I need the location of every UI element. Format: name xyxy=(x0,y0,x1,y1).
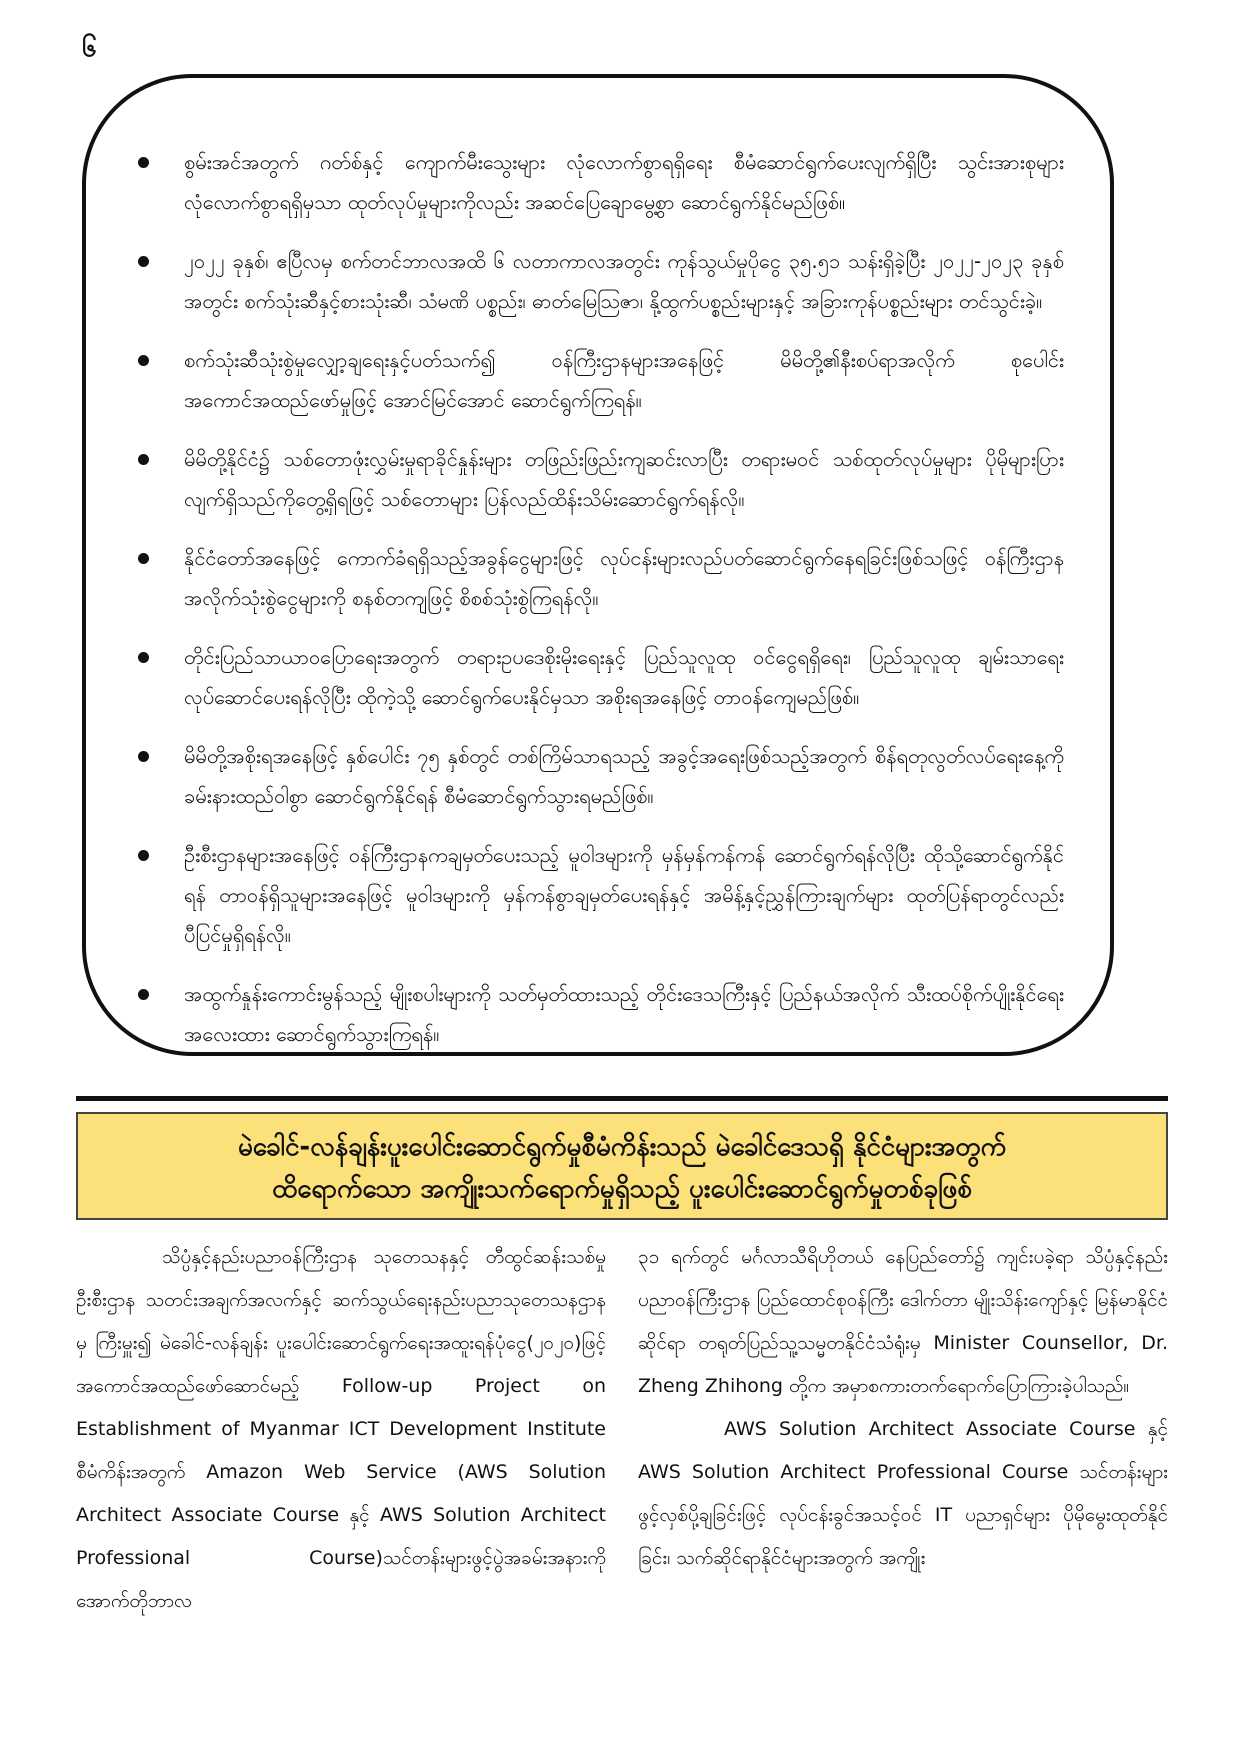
summary-box xyxy=(82,74,1114,1056)
article-headline xyxy=(76,1112,1168,1220)
article-column-left xyxy=(76,1236,606,1623)
bullet-text: စက်သုံးဆီသုံးစွဲမှုလျှော့ချရေးနှင့်ပတ်သက်၍ ဝန်ကြီးဌာနများအနေဖြင့် မိမိတို့၏နီးစပ်ရာအလိုက် စုပေါင်းအကောင်အထည်ဖော်မှုဖြင့် အောင်မြင်အောင် ဆောင်ရွက်ကြရန်။ xyxy=(184,348,1064,412)
bullet-icon xyxy=(138,652,149,663)
article-paragraph: သိပ္ပံနှင့်နည်းပညာဝန်ကြီးဌာန သုတေသနနှင့် တီထွင်ဆန်းသစ်မှုဦးစီးဌာန သတင်းအချက်အလက်နှင့် ဆက်သွယ်ရေးနည်းပညာသုတေသနဌာနမှ ကြီးမှူး၍ မဲခေါင်-လန်ချန်း ပူးပေါင်းဆောင်ရွက်ရေးအထူးရန်ပုံငွေ(၂၀၂၀)ဖြင့် အကောင်အထည်ဖော်ဆောင်မည့် Follow-up Project on Establishment of Myanmar ICT Development Institute စီမံကိန်းအတွက် Amazon Web Service (AWS Solution Architect Associate Course နှင့် AWS Solution Architect Professional Course)သင်တန်းများဖွင့်ပွဲအခမ်းအနားကို အောက်တိုဘာလ xyxy=(76,1246,606,1612)
headline-line-2: ထိရောက်သော အကျိုးသက်ရောက်မှုရှိသည့် ပူးပေါင်းဆောင်ရွက်မှုတစ်ခုဖြစ် xyxy=(272,1174,972,1204)
bullet-text: နိုင်ငံတော်အနေဖြင့် ကောက်ခံရရှိသည့်အခွန်ငွေများဖြင့် လုပ်ငန်းများလည်ပတ်ဆောင်ရွက်နေရခြင်းဖြစ်သဖြင့် ဝန်ကြီးဌာနအလိုက်သုံးစွဲငွေများကို စနစ်တကျဖြင့် စိစစ်သုံးစွဲကြရန်လို။ xyxy=(184,546,1064,610)
bullet-list xyxy=(128,142,1064,1054)
bullet-text: ဦးစီးဌာနများအနေဖြင့် ဝန်ကြီးဌာနကချမှတ်ပေးသည့် မူဝါဒများကို မှန်မှန်ကန်ကန် ဆောင်ရွက်ရန်လိုပြီး ထိုသို့ဆောင်ရွက်နိုင်ရန် တာဝန်ရှိသူများအနေဖြင့် မူဝါဒများကို မှန်ကန်စွာချမှတ်ပေးရန်နှင့် အမိန့်နှင့်ညွှန်ကြားချက်များ ထုတ်ပြန်ရာတွင်လည်း ပီပြင်မှုရှိရန်လို။ xyxy=(184,843,1064,947)
bullet-item xyxy=(128,538,1064,618)
headline-line-1: မဲခေါင်-လန်ချန်းပူးပေါင်းဆောင်ရွက်မှုစီမံကိန်းသည် မဲခေါင်ဒေသရှိ နိုင်ငံများအတွက် xyxy=(237,1132,1007,1162)
bullet-icon xyxy=(138,553,149,564)
bullet-text: မိမိတို့အစိုးရအနေဖြင့် နှစ်ပေါင်း ၇၅ နှစ်တွင် တစ်ကြိမ်သာရသည့် အခွင့်အရေးဖြစ်သည့်အတွက် စိန်ရတုလွတ်လပ်ရေးနေ့ကို ခမ်းနားထည်ဝါစွာ ဆောင်ရွက်နိုင်ရန် စီမံဆောင်ရွက်သွားရမည်ဖြစ်။ xyxy=(184,744,1064,808)
bullet-text: ၂၀၂၂ ခုနှစ်၊ ဧပြီလမှ စက်တင်ဘာလအထိ ၆ လတာကာလအတွင်း ကုန်သွယ်မှုပိုငွေ ၃၅.၅၁ သန်းရှိခဲ့ပြီး ၂၀၂၂-၂၀၂၃ ခုနှစ်အတွင်း စက်သုံးဆီနှင့်စားသုံးဆီ၊ သံမဏိ ပစ္စည်း၊ ဓာတ်မြေဩဇာ၊ နို့ထွက်ပစ္စည်းများနှင့် အခြားကုန်ပစ္စည်းများ တင်သွင်းခဲ့။ xyxy=(184,249,1064,313)
page-number: ၆ xyxy=(82,33,97,63)
bullet-item xyxy=(128,340,1064,420)
bullet-icon xyxy=(138,355,149,366)
section-divider xyxy=(76,1096,1168,1101)
bullet-icon xyxy=(138,157,149,168)
bullet-item xyxy=(128,142,1064,222)
bullet-item xyxy=(128,241,1064,321)
bullet-item xyxy=(128,835,1064,955)
bullet-text: မိမိတို့နိုင်ငံ၌ သစ်တောဖုံးလွှမ်းမှုရာခိုင်နှုန်းများ တဖြည်းဖြည်းကျဆင်းလာပြီး တရားမဝင် သစ်ထုတ်လုပ်မှုများ ပိုမိုများပြားလျက်ရှိသည်ကိုတွေ့ရှိရဖြင့် သစ်တောများ ပြန်လည်ထိန်းသိမ်းဆောင်ရွက်ရန်လို။ xyxy=(184,447,1064,511)
bullet-item xyxy=(128,974,1064,1054)
bullet-item xyxy=(128,637,1064,717)
bullet-item xyxy=(128,439,1064,519)
bullet-icon xyxy=(138,454,149,465)
bullet-text: အထွက်နှုန်းကောင်းမွန်သည့် မျိုးစပါးများကို သတ်မှတ်ထားသည့် တိုင်းဒေသကြီးနှင့် ပြည်နယ်အလိုက် သီးထပ်စိုက်ပျိုးနိုင်ရေး အလေးထား ဆောင်ရွက်သွားကြရန်။ xyxy=(184,982,1064,1046)
article-column-right xyxy=(638,1236,1168,1623)
bullet-item xyxy=(128,736,1064,816)
bullet-icon xyxy=(138,989,149,1000)
bullet-text: စွမ်းအင်အတွက် ဂတ်စ်နှင့် ကျောက်မီးသွေးများ လုံလောက်စွာရရှိရေး စီမံဆောင်ရွက်ပေးလျက်ရှိပြီး သွင်းအားစုများလုံလောက်စွာရရှိမှသာ ထုတ်လုပ်မှုများကိုလည်း အဆင်ပြေချောမွေ့စွာ ဆောင်ရွက်နိုင်မည်ဖြစ်။ xyxy=(184,150,1064,214)
bullet-text: တိုင်းပြည်သာယာဝပြောရေးအတွက် တရားဥပဒေစိုးမိုးရေးနှင့် ပြည်သူလူထု ဝင်ငွေရရှိရေး၊ ပြည်သူလူထု ချမ်းသာရေး လုပ်ဆောင်ပေးရန်လိုပြီး ထိုကဲ့သို့ ဆောင်ရွက်ပေးနိုင်မှသာ အစိုးရအနေဖြင့် တာဝန်ကျေမည်ဖြစ်။ xyxy=(184,645,1064,709)
bullet-icon xyxy=(138,751,149,762)
article-body xyxy=(76,1236,1168,1623)
article-paragraph: AWS Solution Architect Associate Course နှင့် AWS Solution Architect Professional Course သင်တန်းများ ဖွင့်လှစ်ပို့ချခြင်းဖြင့် လုပ်ငန်းခွင်အသင့်ဝင် IT ပညာရှင်များ ပိုမိုမွေးထုတ်နိုင်ခြင်း၊ သက်ဆိုင်ရာနိုင်ငံများအတွက် အကျိုး xyxy=(638,1418,1168,1569)
bullet-icon xyxy=(138,256,149,267)
bullet-icon xyxy=(138,850,149,861)
article-paragraph: ၃၁ ရက်တွင် မင်္ဂလာသီရိဟိုတယ် နေပြည်တော်၌ ကျင်းပခဲ့ရာ သိပ္ပံနှင့်နည်းပညာဝန်ကြီးဌာန ပြည်ထောင်စုဝန်ကြီး ဒေါက်တာ မျိုးသိန်းကျော်နှင့် မြန်မာနိုင်ငံဆိုင်ရာ တရုတ်ပြည်သူ့သမ္မတနိုင်ငံသံရုံးမှ Minister Counsellor, Dr. Zheng Zhihong တို့က အမှာစကားတက်ရောက်ပြောကြားခဲ့ပါသည်။ xyxy=(638,1246,1168,1397)
